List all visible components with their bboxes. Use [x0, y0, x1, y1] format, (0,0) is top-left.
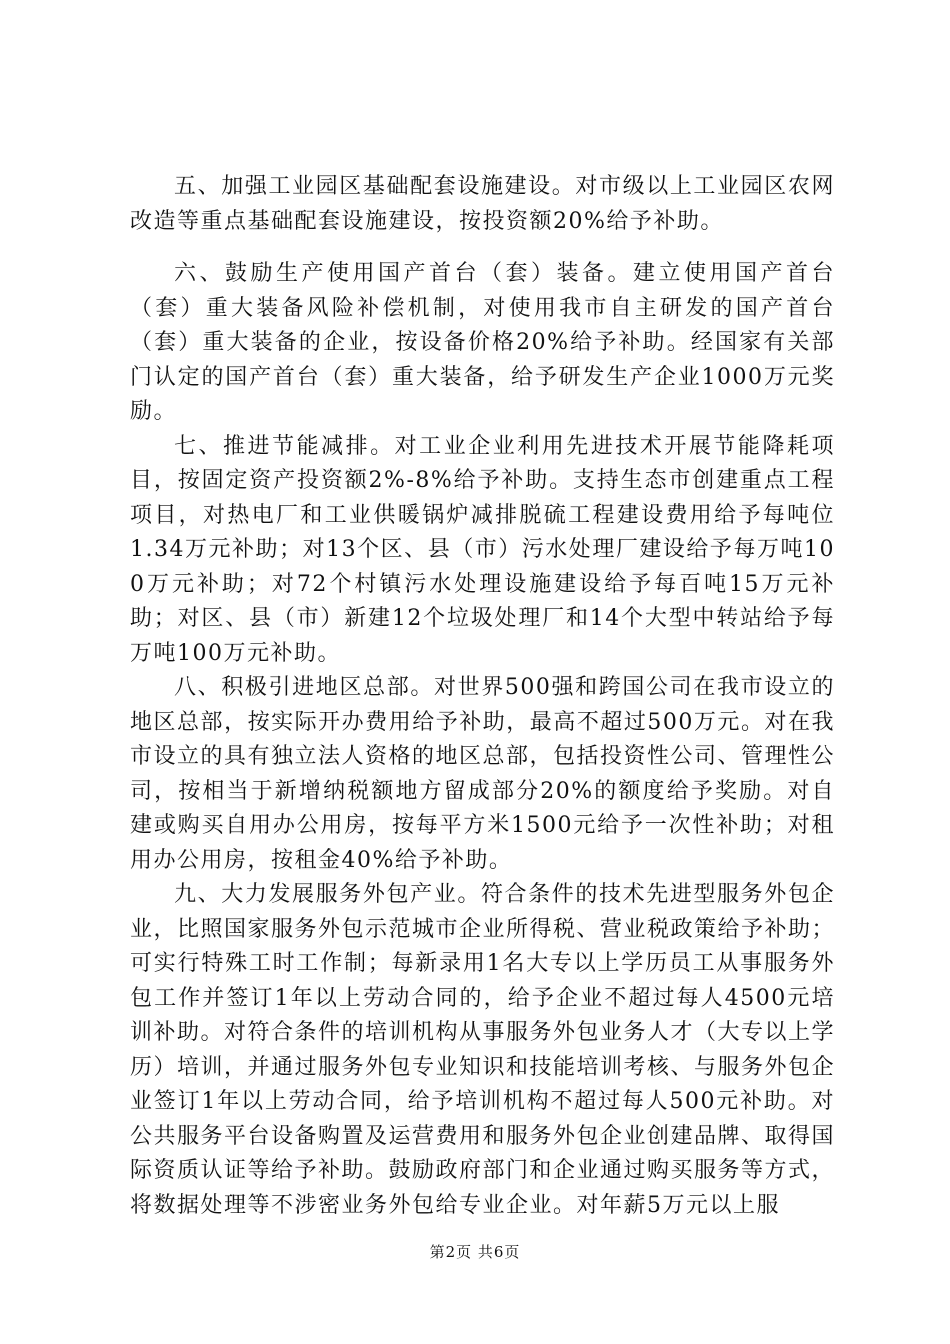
paragraph-6: 六、鼓励生产使用国产首台（套）装备。建立使用国产首台（套）重大装备风险补偿机制，对使用我市自主研发的国产首台（套）重大装备的企业，按设备价格20%给予补助。经国家有关部门认定的国产首台（套）重大装备，给予研发生产企业1000万元奖励。 [130, 261, 835, 424]
paragraph-7: 七、推进节能减排。对工业企业利用先进技术开展节能降耗项目，按固定资产投资额2%-8%给予补助。支持生态市创建重点工程项目，对热电厂和工业供暖锅炉减排脱硫工程建设费用给予每吨位1.34万元补助；对13个区、县（市）污水处理厂建设给予每万吨100万元补助；对72个村镇污水处理设施建设给予每百吨15万元补助；对区、县（市）新建12个垃圾处理厂和14个大型中转站给予每万吨100万元补助。 [130, 433, 835, 666]
page-footer: 第2页 共6页 [429, 1243, 521, 1261]
document-body [130, 170, 835, 1223]
paragraph-5: 五、加强工业园区基础配套设施建设。对市级以上工业园区农网改造等重点基础配套设施建设，按投资额20%给予补助。 [130, 174, 835, 234]
paragraph-9: 九、大力发展服务外包产业。符合条件的技术先进型服务外包企业，比照国家服务外包示范城市企业所得税、营业税政策给予补助；可实行特殊工时工作制；每新录用1名大专以上学历员工从事服务外包工作并签订1年以上劳动合同的，给予企业不超过每人4500元培训补助。对符合条件的培训机构从事服务外包业务人才（大专以上学历）培训，并通过服务外包专业知识和技能培训考核、与服务外包企业签订1年以上劳动合同，给予培训机构不超过每人500元补助。对公共服务平台设备购置及运营费用和服务外包企业创建品牌、取得国际资质认证等给予补助。鼓励政府部门和企业通过购买服务等方式，将数据处理等不涉密业务外包给专业企业。对年薪5万元以上服 [130, 882, 836, 1218]
paragraph-gap [130, 239, 835, 257]
paragraph-8: 八、积极引进地区总部。对世界500强和跨国公司在我市设立的地区总部，按实际开办费用给予补助，最高不超过500万元。对在我市设立的具有独立法人资格的地区总部，包括投资性公司、管理性公司，按相当于新增纳税额地方留成部分20%的额度给予奖励。对自建或购买自用办公用房，按每平方米1500元给予一次性补助；对租用办公用房，按租金40%给予补助。 [130, 675, 836, 873]
